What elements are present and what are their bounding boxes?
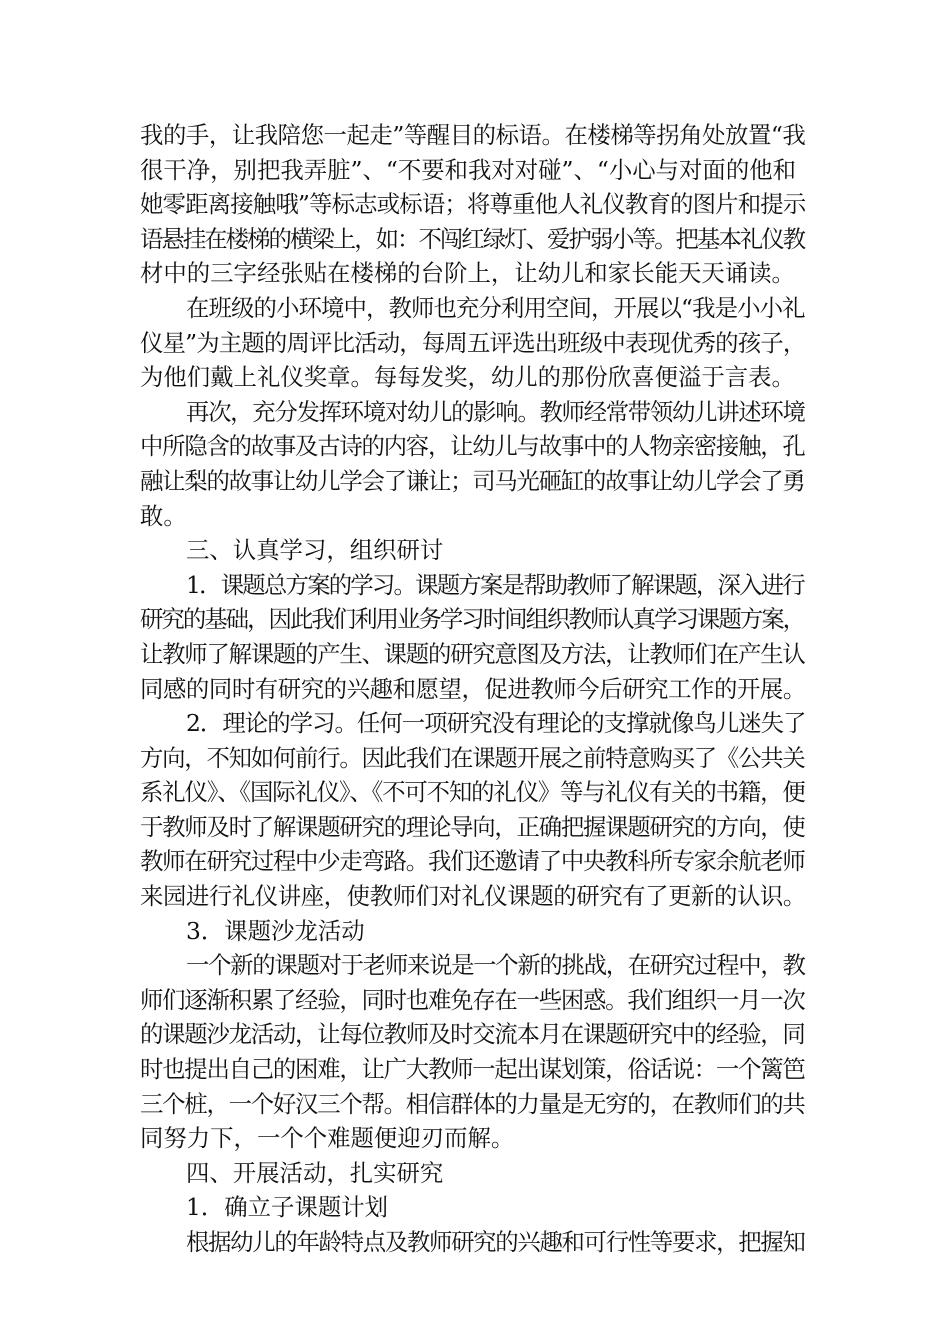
text-line: 根据幼儿的年龄特点及教师研究的兴趣和可行性等要求，把握知: [186, 1228, 805, 1256]
text-line: 再次，充分发挥环境对幼儿的影响。教师经常带领幼儿讲述环境: [186, 397, 805, 426]
text-line: 一个新的课题对于老师来说是一个新的挑战，在研究过程中，教: [186, 951, 805, 980]
text-line: 同努力下，一个个难题便迎刃而解。: [140, 1124, 515, 1153]
text-line: 很干净，别把我弄脏”、“不要和我对对碰”、“小心与对面的他和: [140, 155, 796, 184]
text-line: 三、认真学习，组织研讨: [186, 536, 444, 565]
text-line: 敢。: [140, 501, 187, 530]
text-line: 的课题沙龙活动，让每位教师及时交流本月在课题研究中的经验，同: [140, 1020, 805, 1049]
text-line: 时也提出自己的困难，让广大教师一起出谋划策，俗话说：一个篱笆: [140, 1055, 805, 1084]
text-line: 她零距离接触哦”等标志或标语；将尊重他人礼仪教育的图片和提示: [140, 190, 806, 219]
text-line: 1．课题总方案的学习。课题方案是帮助教师了解课题，深入进行: [186, 570, 804, 599]
document-body: [140, 118, 806, 1260]
text-line: 三个桩，一个好汉三个帮。相信群体的力量是无穷的，在教师们的共: [140, 1089, 805, 1118]
text-line: 研究的基础，因此我们利用业务学习时间组织教师认真学习课题方案，: [140, 605, 805, 634]
text-line: 为他们戴上礼仪奖章。每每发奖，幼儿的那份欣喜便溢于言表。: [140, 363, 795, 392]
text-line: 融让梨的故事让幼儿学会了谦让；司马光砸缸的故事让幼儿学会了勇: [140, 466, 805, 495]
text-line: 四、开展活动，扎实研究: [186, 1158, 444, 1187]
text-line: 让教师了解课题的产生、课题的研究意图及方法，让教师们在产生认: [140, 639, 805, 668]
text-line: 2．理论的学习。任何一项研究没有理论的支撑就像鸟儿迷失了: [186, 709, 806, 738]
text-line: 仪星”为主题的周评比活动，每周五评选出班级中表现优秀的孩子，: [140, 328, 806, 357]
text-line: 系礼仪》、《国际礼仪》、《不可不知的礼仪》等与礼仪有关的书籍，便: [140, 778, 805, 807]
text-line: 中所隐含的故事及古诗的内容，让幼儿与故事中的人物亲密接触，孔: [140, 432, 805, 461]
text-line: 1．确立子课题计划: [186, 1193, 389, 1222]
text-line: 师们逐渐积累了经验，同时也难免存在一些困惑。我们组织一月一次: [140, 985, 805, 1014]
text-line: 3．课题沙龙活动: [186, 916, 365, 945]
text-line: 来园进行礼仪讲座，使教师们对礼仪课题的研究有了更新的认识。: [140, 882, 806, 911]
text-line: 同感的同时有研究的兴趣和愿望，促进教师今后研究工作的开展。: [140, 674, 806, 703]
text-line: 在班级的小环境中，教师也充分利用空间，开展以“我是小小礼: [186, 293, 805, 322]
text-line: 于教师及时了解课题研究的理论导向，正确把握课题研究的方向，使: [140, 812, 805, 841]
text-line: 材中的三字经张贴在楼梯的台阶上，让幼儿和家长能天天诵读。: [140, 259, 795, 288]
text-line: 教师在研究过程中少走弯路。我们还邀请了中央教科所专家余航老师: [140, 847, 805, 876]
text-line: 我的手，让我陪您一起走”等醒目的标语。在楼梯等拐角处放置“我: [140, 121, 806, 149]
text-line: 语悬挂在楼梯的横梁上，如：不闯红绿灯、爱护弱小等。把基本礼仪教: [140, 224, 805, 253]
text-line: 方向，不知如何前行。因此我们在课题开展之前特意购买了《公共关: [140, 743, 805, 772]
